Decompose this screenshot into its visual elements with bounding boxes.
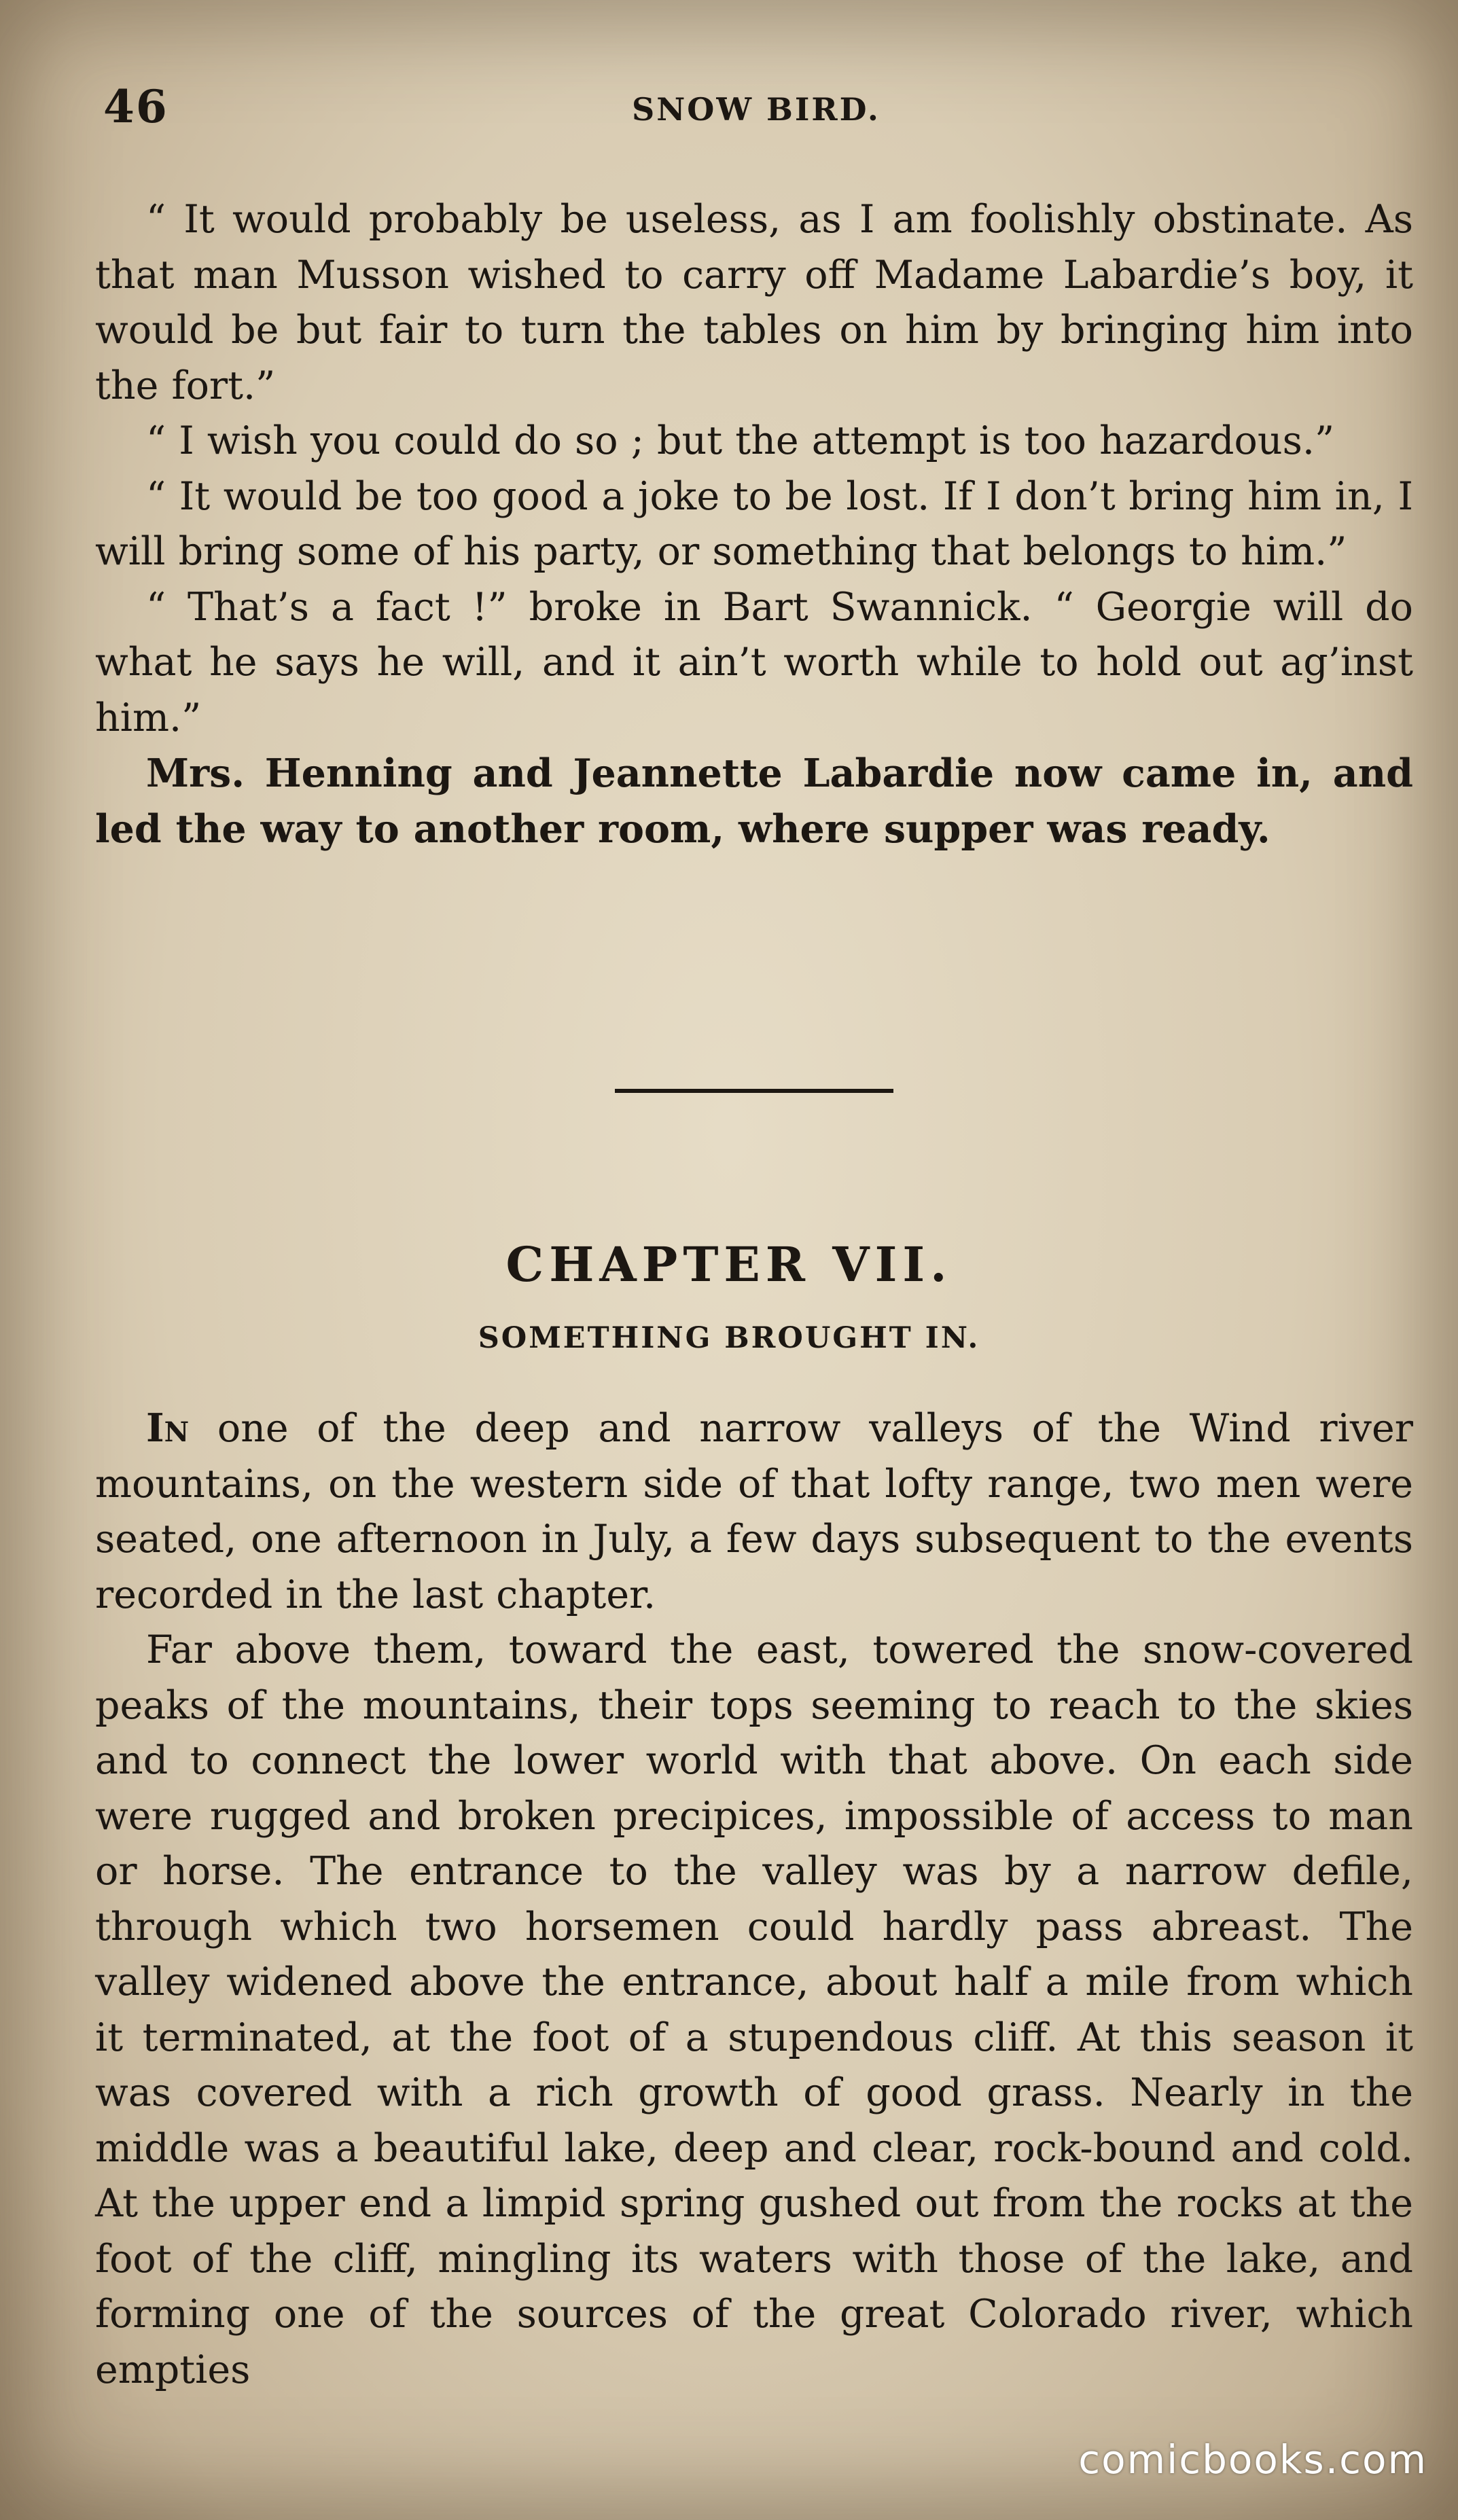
paragraph [95,1401,1413,1623]
page-number: 46 [103,80,168,133]
chapter-lead-word: In [146,1405,190,1451]
chapter-heading: CHAPTER VII. [505,1236,953,1293]
text-block-bottom [95,1401,1413,2398]
paragraph: “ It would probably be useless, as I am foolishly obstinate. As that man Musson wished to carry off Madame Labardie’s boy, it would be but fair to turn the tables on him by bringing him into the fort.” [95,197,1413,408]
running-title: SNOW BIRD. [632,91,881,128]
text-block-top [95,192,1413,857]
paragraph: “ That’s a fact !” broke in Bart Swannick. “ Georgie will do what he says he will, and it ain’t worth while to hold out ag’inst him.” [95,584,1413,740]
paragraph: “ I wish you could do so ; but the attempt is too hazardous.” [146,418,1335,463]
paragraph-text: one of the deep and narrow valleys of the Wind river mountains, on the western side of that lofty range, two men were seated, one afternoon in July, a few days subsequent to the events recorded in the last chapter. [95,1406,1413,1617]
paragraph: “ It would be too good a joke to be lost. If I don’t bring him in, I will bring some of his party, or something that belongs to him.” [95,473,1413,574]
watermark: comicbooks.com [1078,2436,1427,2483]
paragraph: Mrs. Henning and Jeannette Labardie now came in, and led the way to another room, where supper was ready. [95,751,1413,852]
section-divider [615,1089,893,1093]
running-head [95,80,1420,141]
chapter-subtitle: SOMETHING BROUGHT IN. [478,1321,980,1355]
paragraph: Far above them, toward the east, towered the snow-covered peaks of the mountains, their tops seeming to reach to the skies and to connect the lower world with that above. On each side were rugged and broken precipices, impossible of access to man or horse. The entrance to the valley was by a narrow defile, through which two horsemen could hardly pass abreast. The valley widened above the entrance, about half a mile from which it terminated, at the foot of a stupendous cliff. At this season it was covered with a rich growth of good grass. Nearly in the middle was a beautiful lake, deep and clear, rock-bound and cold. At the upper end a limpid spring gushed out from the rocks at the foot of the cliff, mingling its waters with those of the lake, and forming one of the sources of the great Colorado river, which empties [95,1627,1413,2392]
